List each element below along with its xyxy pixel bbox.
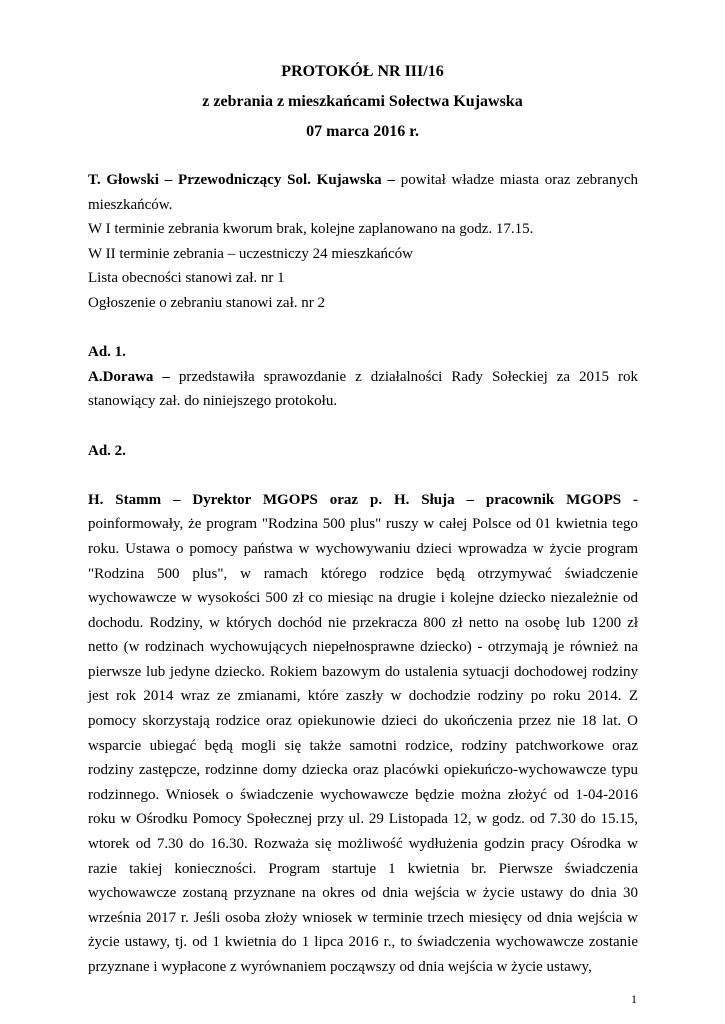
intro-paragraph bbox=[88, 168, 638, 217]
attendance-line: W II terminie zebrania – uczestniczy 24 mieszkańców bbox=[88, 245, 413, 262]
ad1-heading: Ad. 1. bbox=[88, 344, 126, 361]
quorum-line: W I terminie zebrania kworum brak, kolejne zaplanowano na godz. 17.15. bbox=[88, 221, 534, 238]
title-line-date: 07 marca 2016 r. bbox=[306, 123, 419, 140]
document-title bbox=[0, 57, 725, 147]
ad1-speaker: A.Dorawa – bbox=[88, 368, 170, 385]
document-body bbox=[88, 168, 638, 980]
spacer bbox=[88, 414, 638, 439]
ad1-paragraph bbox=[88, 365, 638, 414]
spacer bbox=[88, 316, 638, 341]
title-line-meeting: z zebrania z mieszkańcami Sołectwa Kujawska bbox=[202, 93, 523, 110]
ad2-speaker: H. Stamm – Dyrektor MGOPS oraz p. H. Słuja – pracownik MGOPS - bbox=[88, 491, 638, 508]
spacer bbox=[88, 463, 638, 488]
intro-text: powitał władze miasta oraz zebranych mieszkańców. bbox=[88, 172, 638, 213]
ad2-heading: Ad. 2. bbox=[88, 442, 126, 459]
intro-speaker: T. Głowski – Przewodniczący Sol. Kujawska – bbox=[88, 172, 395, 188]
ad2-paragraph bbox=[88, 488, 638, 980]
ad1-text: przedstawiła sprawozdanie z działalności Rady Sołeckiej za 2015 rok stanowiący zał. do niniejszego protokołu. bbox=[88, 368, 639, 410]
ad2-text: poinformowały, że program "Rodzina 500 plus" ruszy w całej Polsce od 01 kwietnia tego roku. Ustawa o pomocy państwa w wychowywaniu dzieci wprowadza w życie program "Rodzina 500 plus", w ramach którego rodzice będą otrzymywać świadczenie wychowawcze w wysokości 500 zł co miesiąc na drugie i kolejne dziecko niezależnie od dochodu. Rodziny, w których dochód nie przekracza 800 zł netto na osobę lub 1200 zł netto (w rodzinach wychowujących niepełnosprawne dziecko) - otrzymają je również na pierwsze lub jedyne dziecko. Rokiem bazowym do ustalenia sytuacji dochodowej rodziny jest rok 2014 wraz ze zmianami, które zaszły w dochodzie rodziny po roku 2014. Z pomocy skorzystają rodzice oraz opiekunowie dzieci do ukończenia przez nie 18 lat. O wsparcie ubiegać będą mogli się także samotni rodzice, rodziny patchworkowe oraz rodziny zastępcze, rodzinne domy dziecka oraz placówki opiekuńczo-wychowawcze typu rodzinnego. Wniosek o świadczenie wychowawcze będzie można złożyć od 1-04-2016 roku w Ośrodku Pomocy Społecznej przy ul. 29 Listopada 12, w godz. od 7.30 do 15.15, wtorek od 7.30 do 16.30. Rozważa się możliwość wydłużenia godzin pracy Ośrodka w razie takiej konieczności. Program startuje 1 kwietnia br. Pierwsze świadczenia wychowawcze zostaną przyznane na okres od dnia wejścia w życie ustawy do dnia 30 września 2017 r. Jeśli osoba złoży wniosek w terminie trzech miesięcy od dnia wejścia w życie ustawy, tj. od 1 kwietnia do 1 lipca 2016 r., to świadczenia wychowawcze zostanie przyznane i wypłacone z wyrównaniem począwszy od dnia wejścia w życie ustawy, bbox=[88, 516, 638, 975]
announcement-line: Ogłoszenie o zebraniu stanowi zał. nr 2 bbox=[88, 294, 326, 311]
attendance-list-line: Lista obecności stanowi zał. nr 1 bbox=[88, 270, 285, 287]
title-line-protocol-number: PROTOKÓŁ NR III/16 bbox=[281, 63, 444, 80]
page-number: 1 bbox=[631, 992, 637, 1006]
